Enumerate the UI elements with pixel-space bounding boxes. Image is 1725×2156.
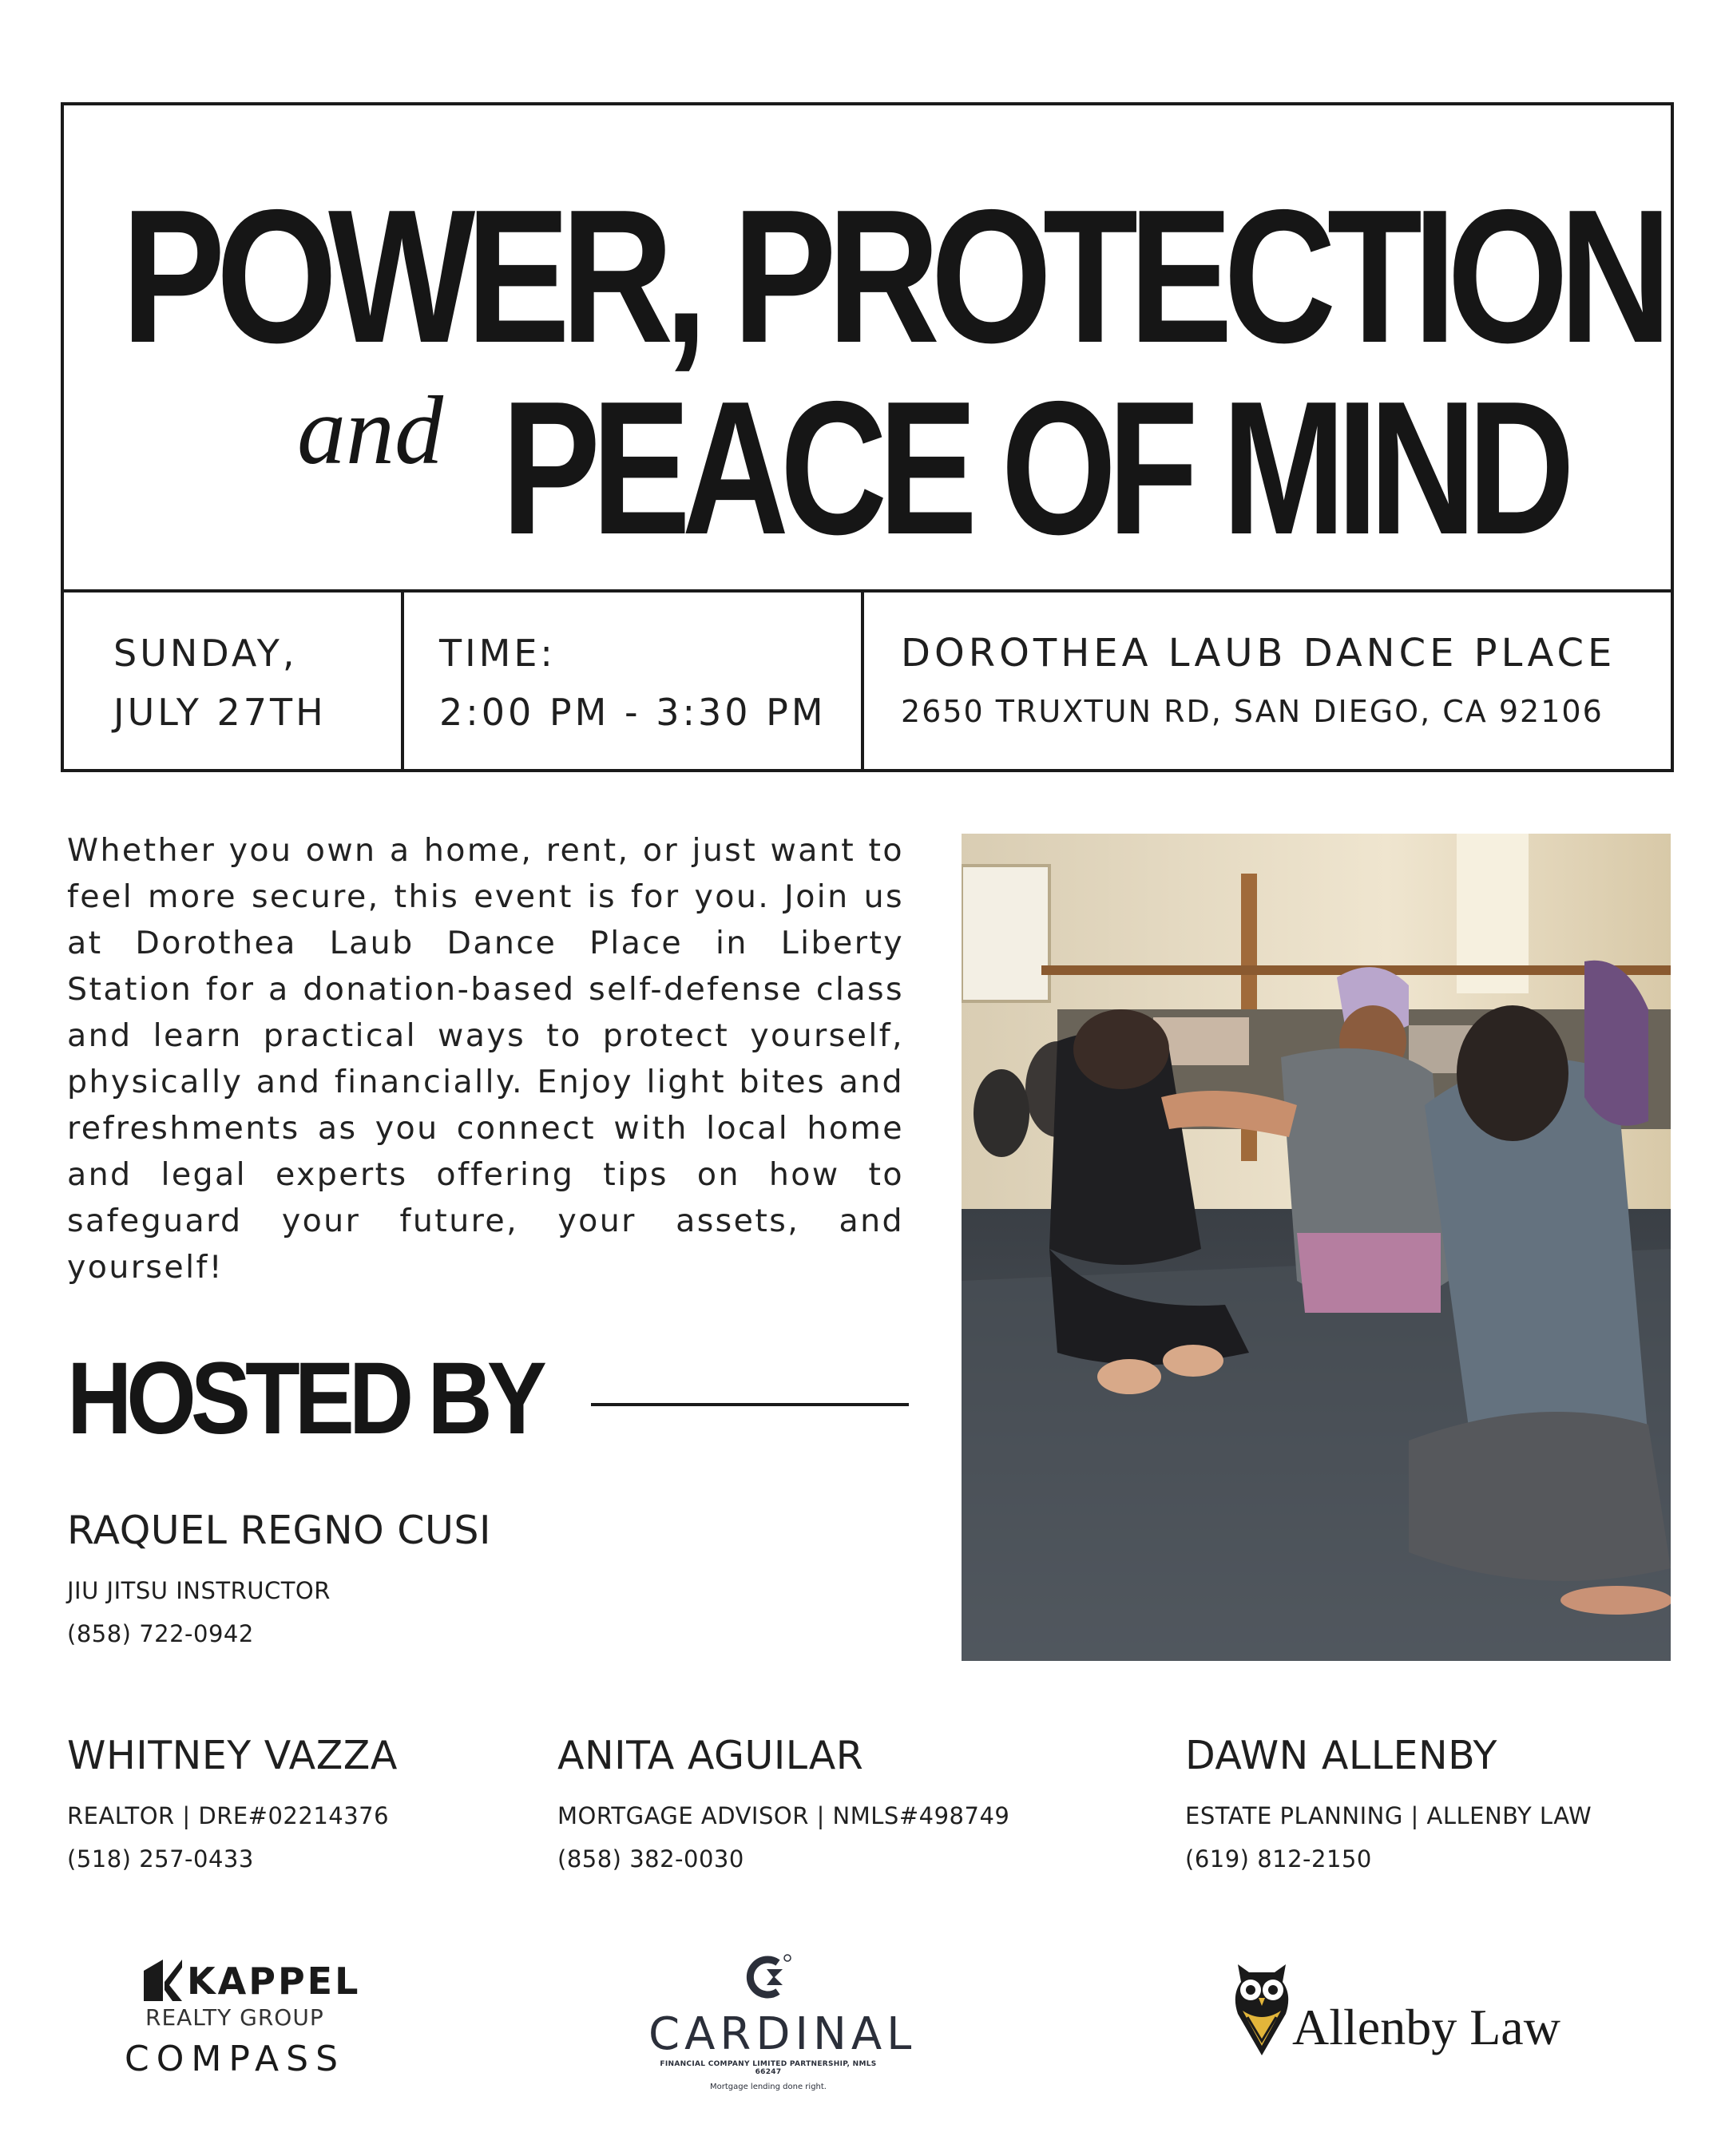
host-role: JIU JITSU INSTRUCTOR: [67, 1577, 331, 1604]
host-phone: (619) 812-2150: [1185, 1845, 1372, 1873]
title-and: and: [297, 377, 443, 485]
host-name: WHITNEY VAZZA: [67, 1733, 398, 1778]
host-role: ESTATE PLANNING | ALLENBY LAW: [1185, 1802, 1592, 1829]
owl-icon: [1230, 1958, 1294, 2057]
event-date: [113, 624, 327, 742]
hosted-by-heading: HOSTED BY: [67, 1342, 541, 1456]
title-line-2: PEACE OF MIND: [502, 363, 1566, 574]
host-name: DAWN ALLENBY: [1185, 1733, 1497, 1778]
allenby-wordmark: Allenby Law: [1292, 1999, 1560, 2055]
compass-wordmark: COMPASS: [125, 2039, 345, 2079]
host-role: MORTGAGE ADVISOR | NMLS#498749: [557, 1802, 1010, 1829]
kappel-house-icon: [142, 1958, 184, 2001]
host-dawn: [1185, 1733, 1592, 1873]
host-name: RAQUEL REGNO CUSI: [67, 1508, 491, 1553]
event-description: Whether you own a home, rent, or just want to feel more secure, this event is for you. Join us at Dorothea Laub Dance Place in Liberty Station for a donation-based self-defense class and learn practical ways to protect yourself, physically and financially. Enjoy light bites and refreshments as you connect with local home and legal experts offering tips on how to safeguard your future, your assets, and yourself!: [67, 832, 904, 1286]
title-line-1: POWER, PROTECTION: [121, 171, 1663, 382]
cardinal-subtitle: FINANCIAL COMPANY LIMITED PARTNERSHIP, NMLS 66247: [660, 2060, 877, 2076]
event-time-label: TIME:: [439, 632, 556, 675]
cardinal-tagline: Mortgage lending done right.: [709, 2083, 827, 2091]
host-whitney: [67, 1733, 398, 1873]
info-divider-2: [861, 591, 864, 772]
kappel-compass-logo: [125, 1953, 361, 2079]
host-phone: (858) 722-0942: [67, 1620, 254, 1647]
info-divider-1: [401, 591, 404, 772]
event-venue: [901, 623, 1616, 736]
allenby-law-logo: [1230, 1958, 1565, 2062]
hosted-by-rule: [591, 1403, 909, 1406]
class-photo: [962, 834, 1671, 1661]
venue-name: DOROTHEA LAUB DANCE PLACE: [901, 631, 1616, 676]
cardinal-logo: [648, 1952, 917, 2091]
host-phone: (858) 382-0030: [557, 1845, 744, 1873]
kappel-wordmark: KAPPEL: [187, 1960, 361, 2003]
host-raquel: [67, 1508, 491, 1647]
host-anita: [557, 1733, 1009, 1873]
host-name: ANITA AGUILAR: [557, 1733, 864, 1778]
cardinal-wordmark: CARDINAL: [648, 2008, 917, 2060]
cardinal-bird-icon: [743, 1952, 794, 2003]
event-time: [439, 624, 827, 742]
event-date-line1: SUNDAY,: [113, 632, 298, 675]
event-date-line2: JULY 27TH: [113, 690, 327, 734]
host-phone: (518) 257-0433: [67, 1845, 254, 1873]
venue-address: 2650 TRUXTUN RD, SAN DIEGO, CA 92106: [901, 693, 1604, 729]
class-photo-illustration: [962, 834, 1671, 1661]
event-time-value: 2:00 PM - 3:30 PM: [439, 690, 827, 734]
kappel-subtitle: REALTY GROUP: [145, 2004, 324, 2031]
info-row-top-rule: [61, 589, 1674, 593]
host-role: REALTOR | DRE#02214376: [67, 1802, 390, 1829]
